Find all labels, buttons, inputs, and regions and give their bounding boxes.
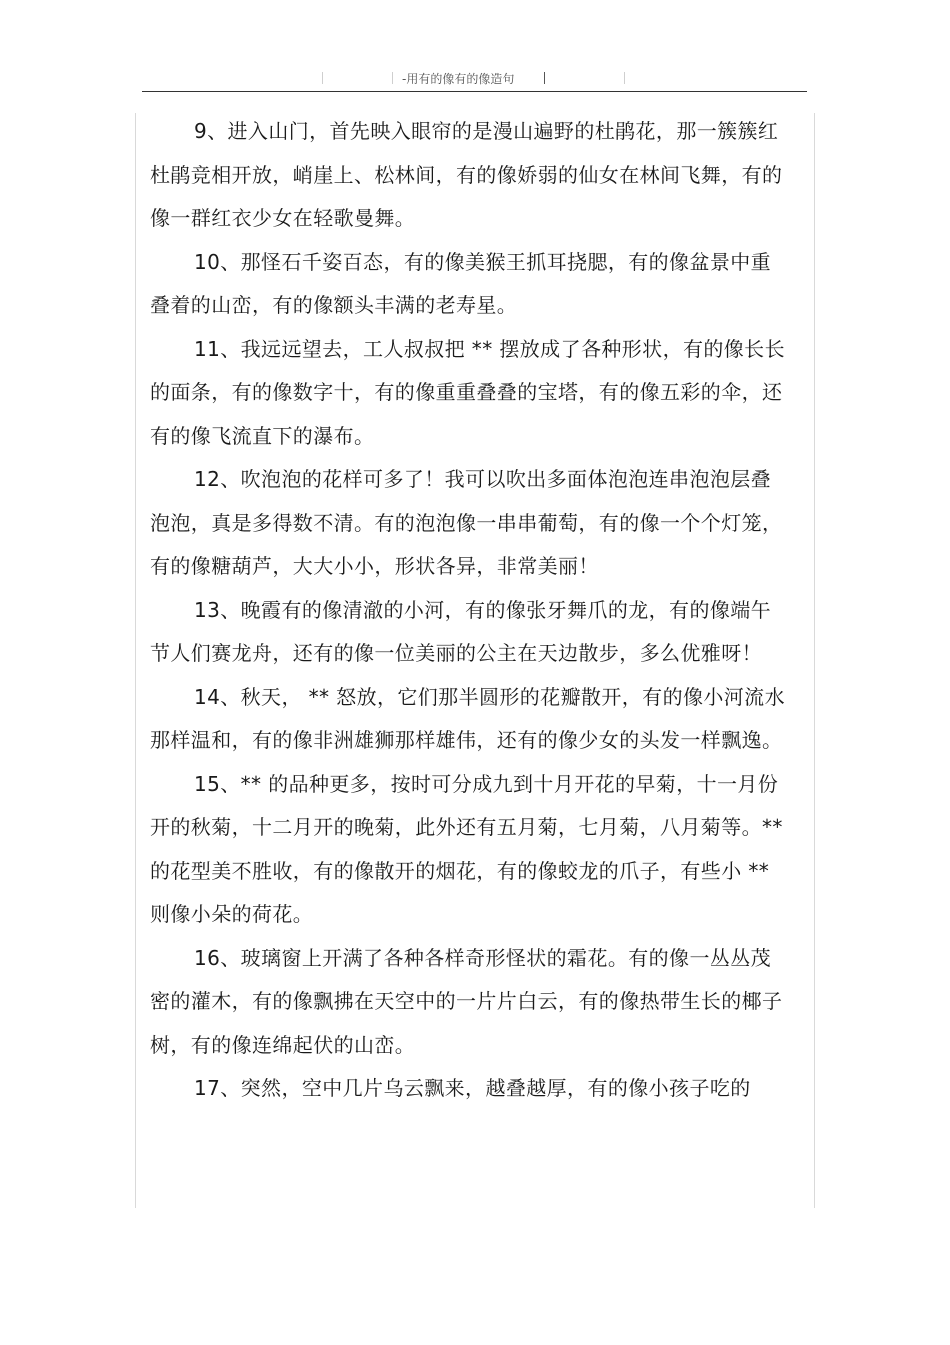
header-tick-mark [322,72,323,84]
header-tick-mark [624,72,625,84]
body-text [150,110,790,1111]
page-header [142,62,807,92]
paragraph: 17、突然，空中几片乌云飘来，越叠越厚，有的像小孩子吃的 [194,1076,751,1100]
paragraph: 13、晚霞有的像清澈的小河，有的像张牙舞爪的龙，有的像端午节人们赛龙舟，还有的像一位美丽的公主在天边散步，多么优雅呀！ [150,597,772,665]
paragraph: 14、秋天， ** 怒放，它们那半圆形的花瓣散开，有的像小河流水那样温和，有的像非洲雄狮那样雄伟，还有的像少女的头发一样飘逸。 [150,684,785,752]
paragraph: 12、吹泡泡的花样可多了！我可以吹出多面体泡泡连串泡泡层叠泡泡，真是多得数不清。有的泡泡像一串串葡萄，有的像一个个灯笼，有的像糖葫芦，大大小小，形状各异，非常美丽！ [150,467,783,578]
paragraph: 16、玻璃窗上开满了各种各样奇形怪状的霜花。有的像一丛丛茂密的灌木，有的像飘拂在天空中的一片片白云，有的像热带生长的椰子树，有的像连绵起伏的山峦。 [150,945,783,1057]
paragraph: 9、进入山门，首先映入眼帘的是漫山遍野的杜鹃花，那一簇簇红杜鹃竞相开放，峭崖上、松林间，有的像娇弱的仙女在林间飞舞，有的像一群红衣少女在轻歌曼舞。 [150,119,783,230]
right-margin-line [814,113,815,1208]
paragraph: 15、** 的品种更多，按时可分成九到十月开花的早菊，十一月份开的秋菊，十二月开的晚菊，此外还有五月菊，七月菊，八月菊等。** 的花型美不胜收，有的像散开的烟花，有的像蛟龙的爪子，有些小 ** 则像小朵的荷花。 [150,771,783,926]
paragraph: 10、那怪石千姿百态，有的像美猴王抓耳挠腮，有的像盆景中重叠着的山峦，有的像额头丰满的老寿星。 [150,249,772,317]
header-title: -用有的像有的像造句 [402,72,515,86]
paragraph: 11、我远远望去，工人叔叔把 ** 摆放成了各种形状，有的像长长的面条，有的像数字十，有的像重重叠叠的宝塔，有的像五彩的伞，还有的像飞流直下的瀑布。 [150,336,785,448]
header-tick-mark [544,72,545,84]
header-tick-mark [392,72,393,84]
left-margin-line [135,113,136,1208]
header-rule [142,91,807,92]
